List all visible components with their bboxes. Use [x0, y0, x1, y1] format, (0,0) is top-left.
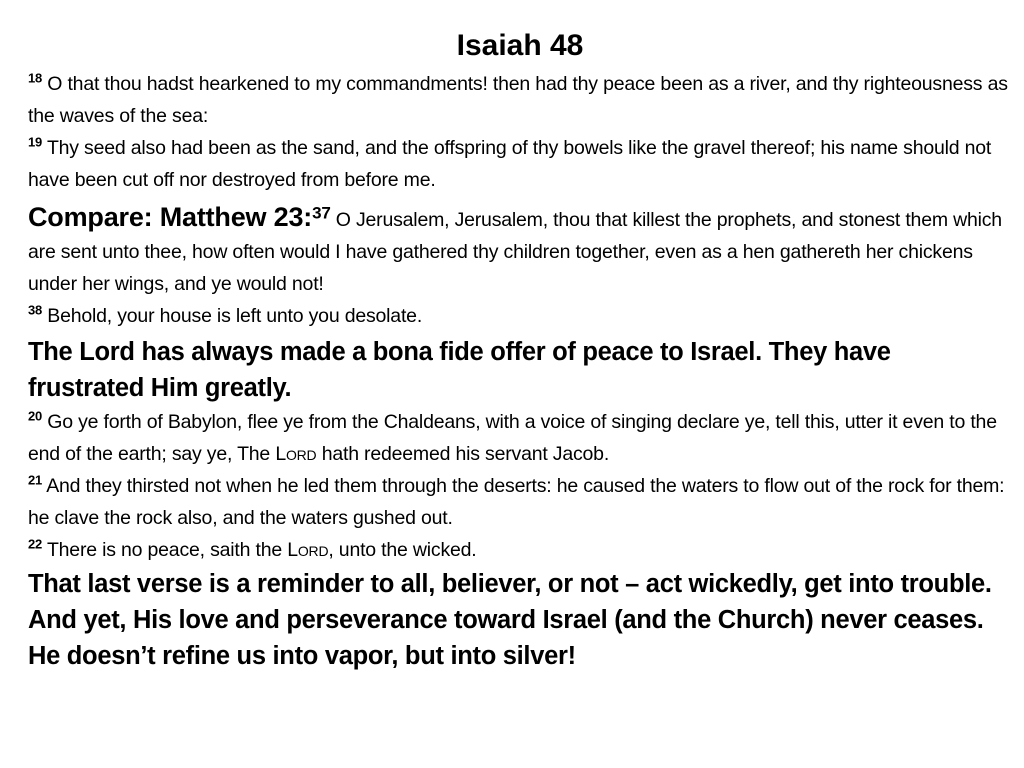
commentary-last-verse: That last verse is a reminder to all, believer, or not – act wickedly, get into trouble. And yet, His love and perseverance toward Israel (and the Church) never ceases. He doesn’t refine us into vapor, but into silver! [28, 570, 992, 670]
verse-21 [28, 470, 1012, 534]
verse-number: 37 [312, 203, 331, 223]
verse-19 [28, 132, 1012, 196]
verse-38 [28, 300, 1012, 332]
verse-number: 22 [28, 536, 43, 552]
verse-18 [28, 68, 1012, 132]
verse-text: O Jerusalem, Jerusalem, thou that killest the prophets, and stonest them which are sent unto thee, how often would I have gathered thy children together, even as a hen gathereth her chickens under her wings, and ye would not! [28, 209, 1002, 295]
verse-text: There is no peace, saith the [46, 539, 282, 561]
verse-text: Thy seed also had been as the sand, and the offspring of thy bowels like the gravel thereof; his name should not have been cut off nor destroyed from before me. [28, 137, 992, 191]
verse-number: 38 [28, 302, 43, 318]
verse-text: And they thirsted not when he led them through the deserts: he caused the waters to flow out of the rock for them: he clave the rock also, and the waters gushed out. [28, 475, 1005, 529]
verse-text: Go ye forth of Babylon, flee ye from the Chaldeans, with a voice of singing declare ye, tell this, utter it even to the end of the earth; say ye, The [28, 411, 997, 465]
verse-number: 20 [28, 408, 43, 424]
commentary-peace-offer: The Lord has always made a bona fide offer of peace to Israel. They have frustrated Him greatly. [28, 338, 891, 402]
lord-small-caps: Lord [287, 539, 329, 561]
verse-text: hath redeemed his servant Jacob. [321, 443, 610, 465]
verse-number: 19 [28, 134, 43, 150]
verse-text: Behold, your house is left unto you desolate. [47, 305, 423, 327]
lord-small-caps: Lord [275, 443, 317, 465]
verse-22 [28, 534, 1012, 566]
verse-number: 18 [28, 70, 43, 86]
verse-20 [28, 406, 1012, 470]
compare-label: Compare: Matthew 23: [28, 202, 313, 232]
verse-number: 21 [28, 472, 43, 488]
slide-title: Isaiah 48 [456, 29, 584, 62]
verse-text: , unto the wicked. [328, 539, 477, 561]
verse-37 [28, 200, 1012, 300]
verse-text: O that thou hadst hearkened to my commandments! then had thy peace been as a river, and thy righteousness as the waves of the sea: [28, 73, 1008, 127]
compare-block [28, 200, 1012, 332]
